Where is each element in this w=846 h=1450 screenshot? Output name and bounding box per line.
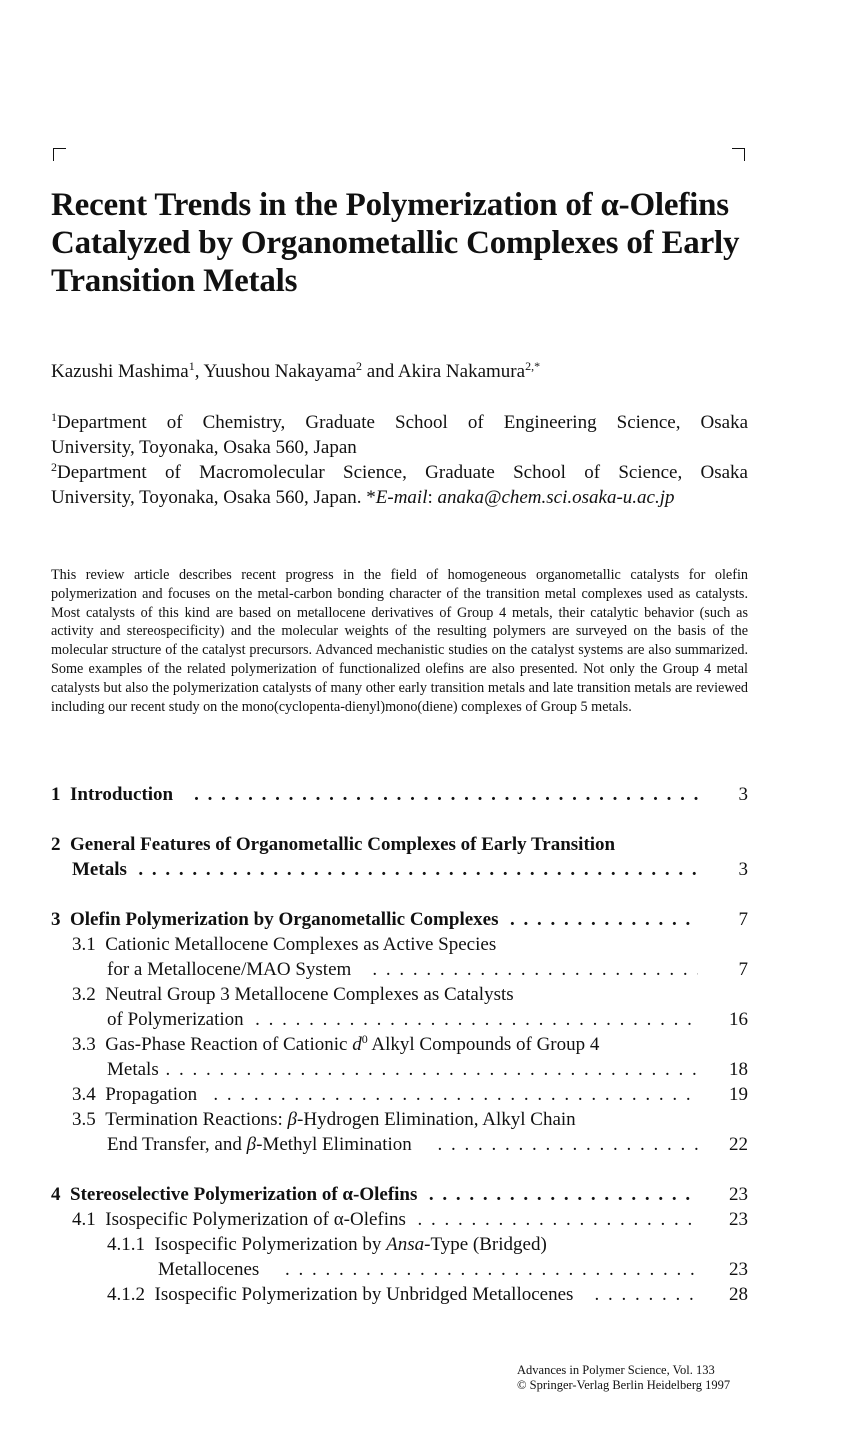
toc-section-title: Cationic Metallocene Complexes as Active Species (105, 934, 497, 955)
toc-entry-text (72, 1207, 698, 1232)
toc-entry-text (72, 982, 698, 1007)
toc-section-title: Isospecific Polymerization by Unbridged Metallocenes (154, 1284, 574, 1305)
copyright-text: Springer-Verlag Berlin Heidelberg 1997 (526, 1378, 731, 1392)
toc-entry-text (51, 907, 698, 932)
toc-section-title: -Hydrogen Elimination, Alkyl Chain (297, 1109, 576, 1130)
toc-section-number: 3.2 (72, 984, 96, 1005)
toc-section-title: Propagation (105, 1084, 198, 1105)
toc-math-symbol: β (246, 1134, 257, 1155)
article-title (51, 186, 771, 300)
affiliation-1 (51, 410, 748, 460)
toc-entry-3-5[interactable] (51, 1107, 748, 1132)
toc-section-title: Isospecific Polymerization by (154, 1234, 387, 1255)
toc-section-title: Alkyl Compounds of Group 4 (367, 1034, 600, 1055)
toc-entry-text (107, 1007, 698, 1032)
author-affiliation-mark: 2,* (525, 359, 541, 373)
toc-entry-3-2[interactable] (51, 982, 748, 1007)
toc-section-title: for a Metallocene/MAO System (107, 959, 352, 980)
toc-section-number: 3.3 (72, 1034, 96, 1055)
toc-math-symbol: d (352, 1034, 362, 1055)
toc-entry-text (158, 1257, 698, 1282)
author-separator: , (194, 361, 204, 382)
email-label: E-mail (375, 487, 428, 508)
toc-section-title: Olefin Polymerization by Organometallic Complexes (70, 909, 499, 930)
title-line-2: Catalyzed by Organometallic Complexes of Early (51, 225, 740, 261)
toc-entry-text (107, 1232, 698, 1257)
toc-entry-3-4[interactable] (51, 1082, 748, 1107)
toc-page-number: 23 (729, 1184, 748, 1205)
copyright-line (517, 1378, 730, 1393)
title-line-3: Transition Metals (51, 263, 298, 299)
toc-section-number: 3.4 (72, 1084, 96, 1105)
toc-entry-4-1-1[interactable] (51, 1232, 748, 1257)
toc-entry-text (72, 1107, 698, 1132)
toc-section-number: 3 (51, 909, 61, 930)
toc-section-number: 2 (51, 834, 61, 855)
toc-entry-3-2-cont[interactable] (51, 1007, 748, 1032)
toc-entry-text (51, 832, 698, 857)
toc-entry-text (107, 1057, 698, 1082)
author-list (51, 359, 751, 385)
affiliation-mark: 1 (51, 410, 57, 424)
toc-section-number: 3.1 (72, 934, 96, 955)
toc-entry-text (72, 1082, 698, 1107)
toc-entry-2[interactable] (51, 832, 748, 857)
toc-entry-text (51, 1182, 698, 1207)
affiliation-line (51, 485, 748, 510)
affiliation-text: Department of Chemistry, Graduate School of Engineering Science, Osaka (57, 412, 748, 433)
affiliation-line: University, Toyonaka, Osaka 560, Japan (51, 437, 357, 458)
toc-entry-1[interactable] (51, 782, 748, 807)
abstract: This review article describes recent progress in the field of homogeneous organometallic catalysts for olefin polymerization and focuses on the metal-carbon bonding character of the transition metal complexes used as catalysts. Most catalysts of this kind are based on metallocene derivatives of Group 4 metals, their catalytic behavior (such as activity and stereospecificity) and the molecular weights of the resulting polymers are surveyed on the basis of the molecular structure of the catalyst precursors. Advanced mechanistic studies on the catalyst systems are also summarized. Some examples of the related polymerization of functionalized olefins are also presented. Not only the Group 4 metal catalysts but also the polymerization catalysts of many other early transition metals and late transition metals are reviewed including our recent study on the mono(cyclopenta-dienyl)mono(diene) complexes of Group 5 metals. (51, 567, 748, 715)
affiliation-2 (51, 460, 748, 510)
crop-mark-top-left (53, 148, 66, 161)
toc-section-title: Introduction (70, 784, 174, 805)
toc-math-symbol: β (287, 1109, 298, 1130)
affiliation-text: University, Toyonaka, Osaka 560, Japan. * (51, 487, 376, 508)
toc-superscript: 0 (361, 1032, 368, 1046)
toc-section-title: Termination Reactions: (105, 1109, 288, 1130)
toc-section-title: General Features of Organometallic Complexes of Early Transition (70, 834, 616, 855)
toc-section-number: 4.1.2 (107, 1284, 145, 1305)
toc-entry-text (51, 782, 698, 807)
toc-section-number: 1 (51, 784, 61, 805)
email-address[interactable]: anaka@chem.sci.osaka-u.ac.jp (437, 487, 675, 508)
toc-page-number: 23 (729, 1209, 748, 1230)
toc-section-title: Metals (107, 1059, 159, 1080)
affiliation-mark: 2 (51, 460, 57, 474)
toc-section-title: Stereoselective Polymerization of α-Olefins (70, 1184, 418, 1205)
toc-section-number: 4 (51, 1184, 61, 1205)
toc-entry-3-3-cont[interactable] (51, 1057, 748, 1082)
toc-entry-3-1[interactable] (51, 932, 748, 957)
toc-page-number: 16 (729, 1009, 748, 1030)
toc-entry-2-cont[interactable] (51, 857, 748, 882)
toc-entry-4-1-1-cont[interactable] (51, 1257, 748, 1282)
toc-section-number: 3.5 (72, 1109, 96, 1130)
toc-entry-4[interactable] (51, 1182, 748, 1207)
journal-citation: Advances in Polymer Science, Vol. 133 (517, 1363, 715, 1377)
toc-section-title: of Polymerization (107, 1009, 244, 1030)
toc-page-number: 22 (729, 1134, 748, 1155)
toc-entry-text (107, 957, 698, 982)
toc-section-title: Isospecific Polymerization of α-Olefins (105, 1209, 406, 1230)
toc-page-number: 7 (738, 909, 748, 930)
title-line-1: Recent Trends in the Polymerization of α-Olefins (51, 187, 729, 223)
publication-footer (517, 1363, 730, 1393)
affiliation-line (51, 460, 748, 485)
affiliation-text: Department of Macromolecular Science, Graduate School of Science, Osaka (57, 462, 748, 483)
toc-entry-text (107, 1282, 698, 1307)
toc-page-number: 23 (729, 1259, 748, 1280)
toc-entry-text (72, 857, 698, 882)
toc-entry-text (72, 932, 698, 957)
toc-page-number: 19 (729, 1084, 748, 1105)
email-colon: : (427, 487, 438, 508)
toc-section-number: 4.1.1 (107, 1234, 145, 1255)
toc-section-title: Metallocenes (158, 1259, 260, 1280)
toc-section-title: -Methyl Elimination (256, 1134, 412, 1155)
author-affiliation-mark: 2 (356, 359, 363, 373)
toc-section-title: End Transfer, and (107, 1134, 247, 1155)
author-affiliation-mark: 1 (188, 359, 195, 373)
toc-section-number: 4.1 (72, 1209, 96, 1230)
toc-entry-3-1-cont[interactable] (51, 957, 748, 982)
affiliation-line (51, 410, 748, 435)
author-name: Kazushi Mashima (51, 361, 189, 382)
author-name: Yuushou Nakayama (203, 361, 357, 382)
toc-entry-3[interactable] (51, 907, 748, 932)
toc-page-number: 18 (729, 1059, 748, 1080)
toc-entry-text (72, 1032, 698, 1057)
toc-italic-term: Ansa (386, 1234, 425, 1255)
author-separator: and (362, 361, 398, 382)
toc-page-number: 7 (738, 959, 748, 980)
crop-mark-top-right (732, 148, 745, 161)
toc-section-title: Neutral Group 3 Metallocene Complexes as Catalysts (105, 984, 514, 1005)
toc-section-title: Metals (72, 859, 127, 880)
author-name: Akira Nakamura (397, 361, 526, 382)
table-of-contents (51, 782, 748, 1307)
copyright-icon: © (517, 1378, 527, 1392)
toc-section-title: -Type (Bridged) (424, 1234, 547, 1255)
toc-page-number: 3 (738, 859, 748, 880)
toc-section-title: Gas-Phase Reaction of Cationic (105, 1034, 353, 1055)
toc-entry-text (107, 1132, 698, 1157)
toc-page-number: 28 (729, 1284, 748, 1305)
toc-entry-3-3[interactable] (51, 1032, 748, 1057)
toc-entry-3-5-cont[interactable] (51, 1132, 748, 1157)
toc-entry-4-1[interactable] (51, 1207, 748, 1232)
toc-entry-4-1-2[interactable] (51, 1282, 748, 1307)
toc-page-number: 3 (738, 784, 748, 805)
